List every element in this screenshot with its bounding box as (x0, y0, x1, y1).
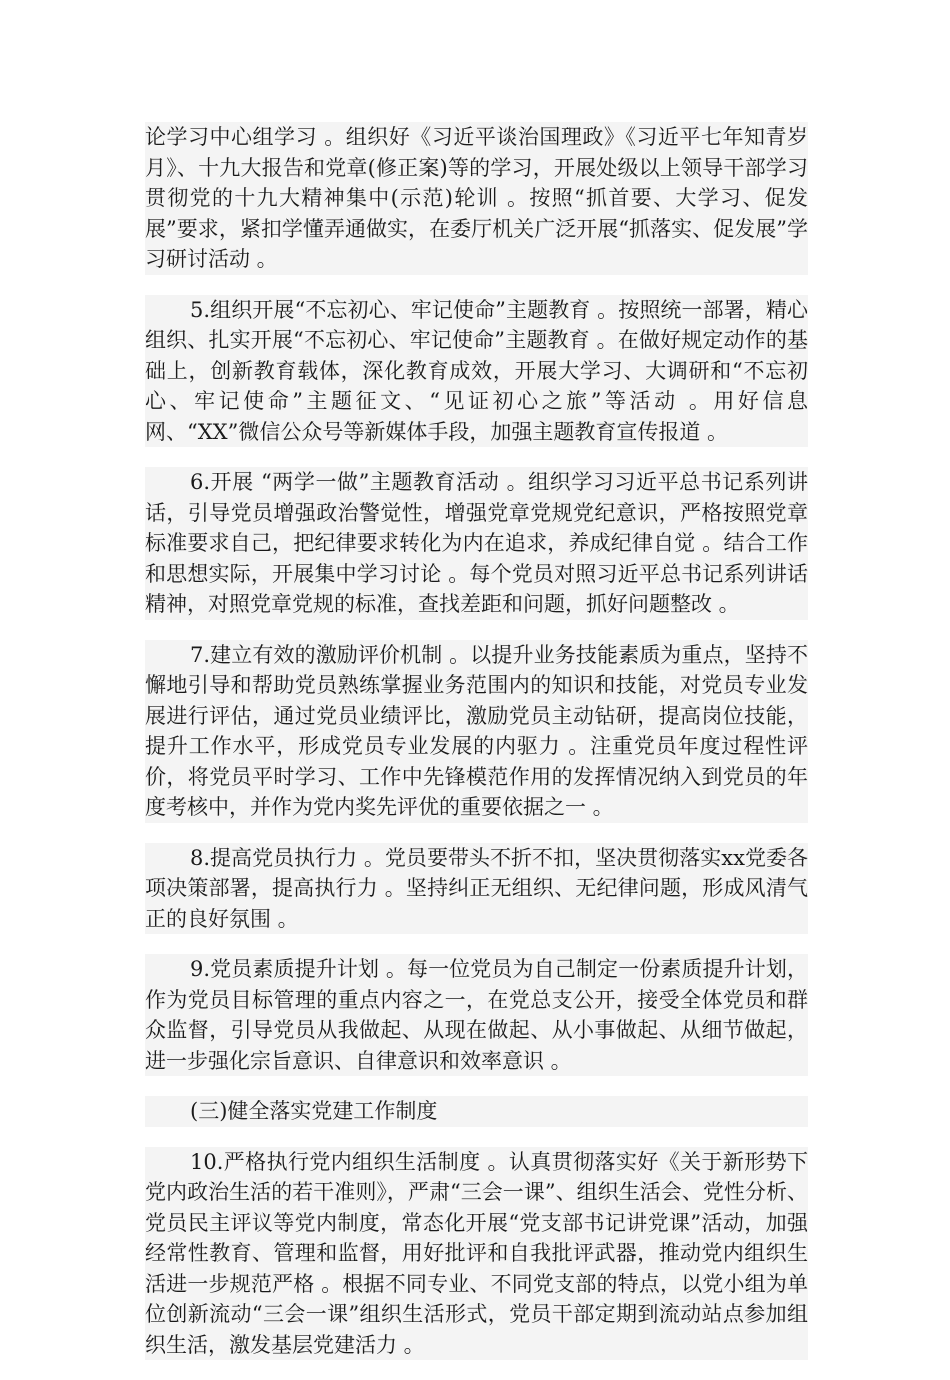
paragraph-item-8: 8.提高党员执行力 。党员要带头不折不扣，坚决贯彻落实xx党委各项决策部署，提高执行力 。坚持纠正无组织、无纪律问题，形成风清气正的良好氛围 。 (145, 843, 808, 935)
paragraph-item-9: 9.党员素质提升计划 。每一位党员为自己制定一份素质提升计划，作为党员目标管理的重点内容之一，在党总支公开，接受全体党员和群众监督，引导党员从我做起、从现在做起、从小事做起、从细节做起，进一步强化宗旨意识、自律意识和效率意识 。 (145, 954, 808, 1076)
paragraph-item-10: 10.严格执行党内组织生活制度 。认真贯彻落实好《关于新形势下党内政治生活的若干准则》，严肃“三会一课”、组织生活会、党性分析、党员民主评议等党内制度，常态化开展“党支部书记讲党课”活动，加强经常性教育、管理和监督，用好批评和自我批评武器，推动党内组织生活进一步规范严格 。根据不同专业、不同党支部的特点，以党小组为单位创新流动“三会一课”组织生活形式，党员干部定期到流动站点参加组织生活，激发基层党建活力 。 (145, 1147, 808, 1361)
paragraph-item-7: 7.建立有效的激励评价机制 。以提升业务技能素质为重点，坚持不懈地引导和帮助党员熟练掌握业务范围内的知识和技能，对党员专业发展进行评估，通过党员业绩评比，激励党员主动钻研，提高岗位技能，提升工作水平，形成党员专业发展的内驱力 。注重党员年度过程性评价，将党员平时学习、工作中先锋模范作用的发挥情况纳入到党员的年度考核中，并作为党内奖先评优的重要依据之一 。 (145, 640, 808, 823)
paragraph-item-6: 6.开展 “两学一做”主题教育活动 。组织学习习近平总书记系列讲话，引导党员增强政治警觉性，增强党章党规党纪意识，严格按照党章标准要求自己，把纪律要求转化为内在追求，养成纪律自觉 。结合工作和思想实际，开展集中学习讨论 。每个党员对照习近平总书记系列讲话精神，对照党章党规的标准，查找差距和问题，抓好问题整改 。 (145, 467, 808, 620)
section-heading: (三)健全落实党建工作制度 (145, 1096, 808, 1127)
paragraph-item-5: 5.组织开展“不忘初心、牢记使命”主题教育 。按照统一部署，精心组织、扎实开展“不忘初心、牢记使命”主题教育 。在做好规定动作的基础上，创新教育载体，深化教育成效，开展大学习、大调研和“不忘初心、牢记使命”主题征文、“见证初心之旅”等活动 。用好信息网、“XX”微信公众号等新媒体手段，加强主题教育宣传报道 。 (145, 295, 808, 448)
paragraph-study-group: 论学习中心组学习 。组织好《习近平谈治国理政》《习近平七年知青岁月》、十九大报告和党章(修正案)等的学习，开展处级以上领导干部学习贯彻党的十九大精神集中(示范)轮训 。按照“抓首要、大学习、促发展”要求，紧扣学懂弄通做实，在委厅机关广泛开展“抓落实、促发展”学习研讨活动 。 (145, 122, 808, 275)
document-body (145, 122, 808, 1380)
